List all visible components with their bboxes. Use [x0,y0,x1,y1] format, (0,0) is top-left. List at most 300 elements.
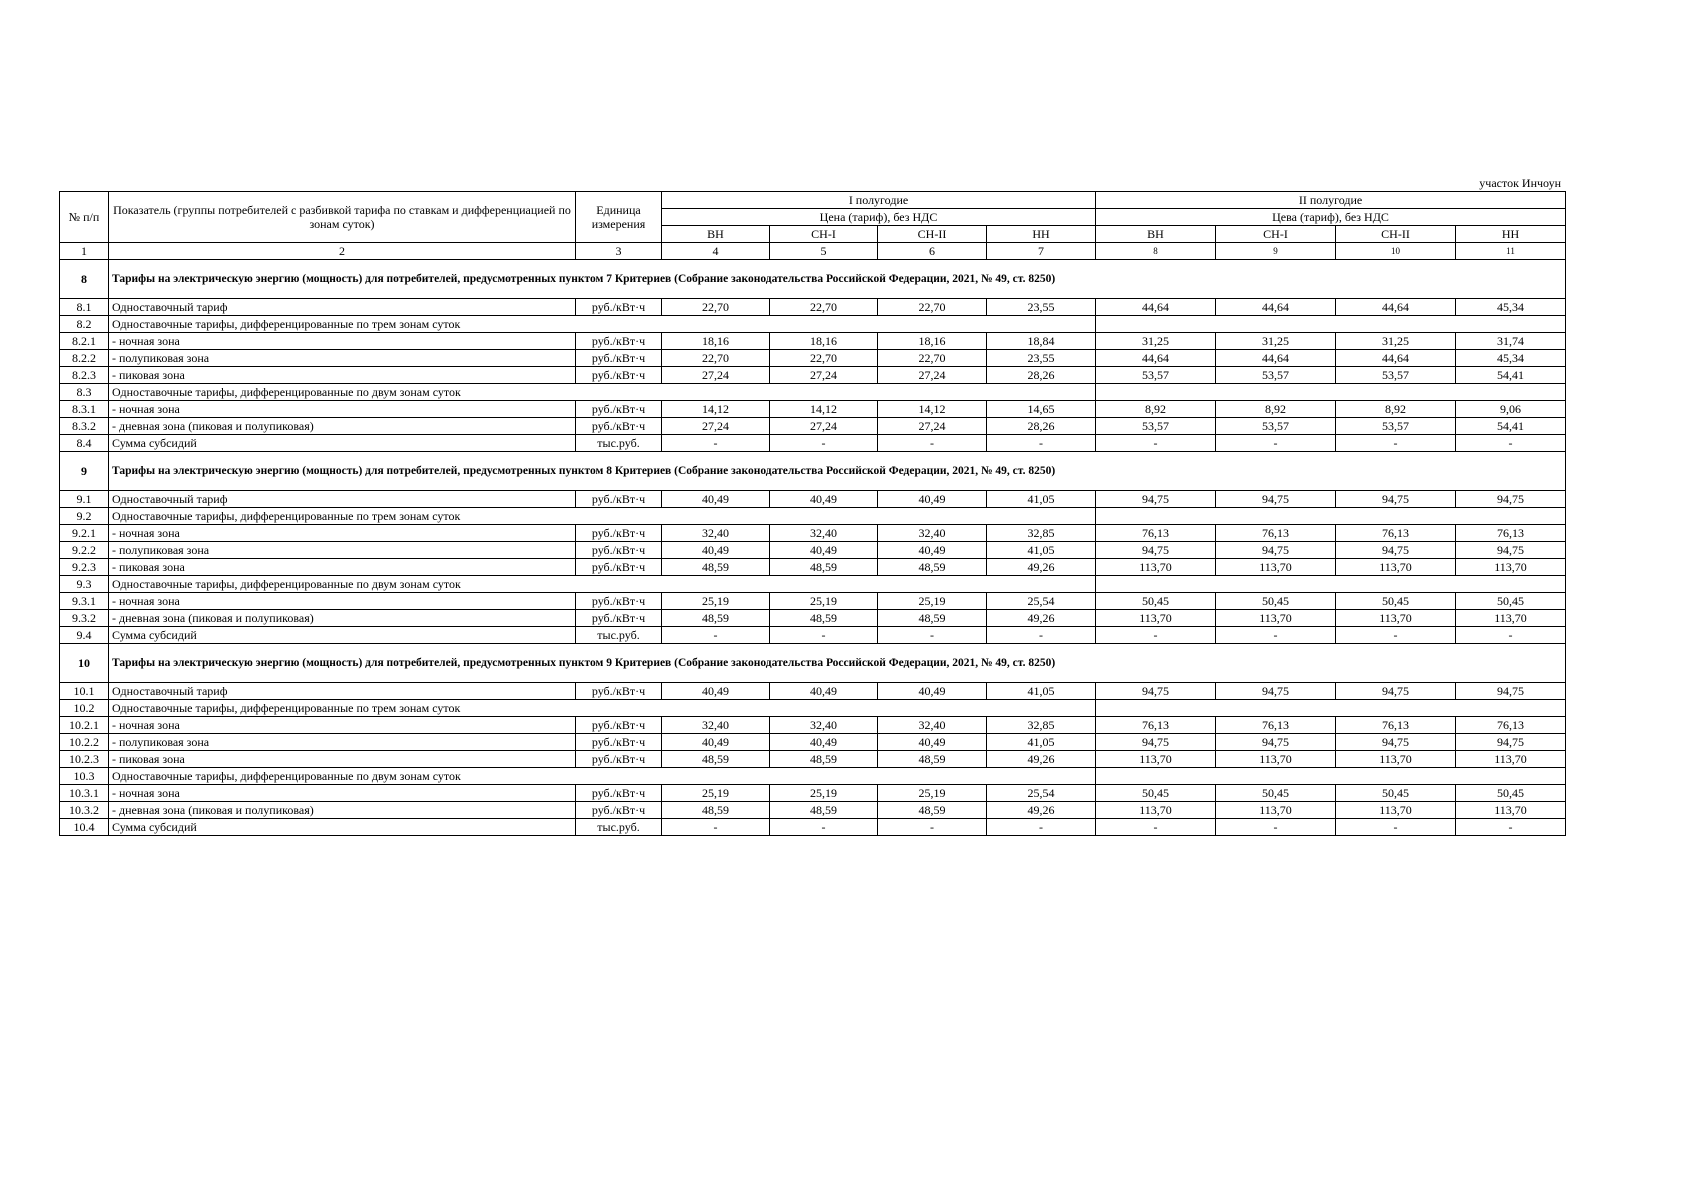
table-row [60,299,1566,316]
row-name: Одноставочные тарифы, дифференцированные по двум зонам суток [109,768,1096,785]
table-row [60,819,1566,836]
table-row [60,627,1566,644]
row-name: Сумма субсидий [109,819,576,836]
tariff-value: 27,24 [770,418,878,435]
tariff-value: 48,59 [662,802,770,819]
tariff-value: - [770,627,878,644]
tariff-value: 14,65 [987,401,1096,418]
tariff-value: 25,54 [987,593,1096,610]
tariff-value: 94,75 [1336,734,1456,751]
section-number: 10 [60,644,109,683]
row-number: 10.3 [60,768,109,785]
section-title: Тарифы на электрическую энергию (мощность) для потребителей, предусмотренных пунктом 7 Критериев (Собрание законодательства Российской Федерации, 2021, № 49, ст. 8250) [109,260,1566,299]
section-number: 8 [60,260,109,299]
tariff-value: 48,59 [878,610,987,627]
row-name: - полупиковая зона [109,542,576,559]
tariff-value: 94,75 [1096,683,1216,700]
tariff-value: 18,16 [662,333,770,350]
tariff-value: 48,59 [770,610,878,627]
tariff-value: - [1096,435,1216,452]
col-number: 5 [770,243,878,260]
tariff-body [60,260,1566,836]
row-name: - пиковая зона [109,367,576,384]
row-unit: руб./кВт·ч [576,734,662,751]
tariff-value: 113,70 [1336,610,1456,627]
section-row [60,260,1566,299]
tariff-value: 40,49 [878,491,987,508]
tariff-value: 40,49 [662,491,770,508]
row-unit: руб./кВт·ч [576,802,662,819]
header-level: СН-I [770,226,878,243]
row-name: - дневная зона (пиковая и полупиковая) [109,610,576,627]
tariff-value: 50,45 [1096,785,1216,802]
tariff-value: 25,19 [878,593,987,610]
tariff-value: 113,70 [1336,751,1456,768]
tariff-value: 32,40 [662,717,770,734]
row-name: Одноставочные тарифы, дифференцированные по трем зонам суток [109,700,1096,717]
row-unit: руб./кВт·ч [576,751,662,768]
tariff-value: - [1336,435,1456,452]
row-number: 10.3.1 [60,785,109,802]
tariff-value: 32,40 [662,525,770,542]
tariff-value: 44,64 [1096,299,1216,316]
tariff-value: 32,85 [987,525,1096,542]
tariff-value: 40,49 [770,491,878,508]
tariff-value: 49,26 [987,751,1096,768]
tariff-value: - [770,819,878,836]
tariff-value: 113,70 [1096,802,1216,819]
tariff-value: 40,49 [770,734,878,751]
tariff-value: 25,19 [662,593,770,610]
tariff-value: 49,26 [987,559,1096,576]
empty-cell [1096,384,1566,401]
row-unit: руб./кВт·ч [576,717,662,734]
tariff-value: - [1336,627,1456,644]
tariff-value: 14,12 [662,401,770,418]
group-row [60,384,1566,401]
tariff-value: - [1336,819,1456,836]
header-level: СН-I [1216,226,1336,243]
row-name: - ночная зона [109,593,576,610]
header-unit: Единица измерения [576,192,662,243]
table-row [60,401,1566,418]
row-unit: руб./кВт·ч [576,610,662,627]
tariff-value: 40,49 [878,734,987,751]
tariff-value: 25,54 [987,785,1096,802]
table-row [60,734,1566,751]
tariff-value: 94,75 [1336,542,1456,559]
tariff-value: 31,74 [1456,333,1566,350]
row-unit: руб./кВт·ч [576,350,662,367]
header-level: СН-II [878,226,987,243]
row-unit: тыс.руб. [576,819,662,836]
tariff-value: 32,40 [878,717,987,734]
tariff-value: 41,05 [987,491,1096,508]
tariff-value: 113,70 [1456,610,1566,627]
tariff-value: 54,41 [1456,367,1566,384]
tariff-value: 22,70 [770,350,878,367]
tariff-value: 8,92 [1216,401,1336,418]
col-number: 8 [1096,243,1216,260]
tariff-value: 23,55 [987,299,1096,316]
table-row [60,802,1566,819]
table-row [60,785,1566,802]
tariff-value: 28,26 [987,367,1096,384]
row-number: 10.4 [60,819,109,836]
row-number: 9.3 [60,576,109,593]
section-row [60,452,1566,491]
tariff-value: 41,05 [987,683,1096,700]
row-name: - полупиковая зона [109,734,576,751]
site-label: участок Инчоун [1479,176,1561,190]
header-num: № п/п [60,192,109,243]
tariff-value: 48,59 [662,751,770,768]
tariff-value: 113,70 [1216,559,1336,576]
row-unit: руб./кВт·ч [576,683,662,700]
tariff-value: 25,19 [662,785,770,802]
tariff-value: 48,59 [770,802,878,819]
tariff-value: 94,75 [1216,734,1336,751]
tariff-value: 50,45 [1216,593,1336,610]
tariff-value: 31,25 [1216,333,1336,350]
col-number: 4 [662,243,770,260]
row-unit: руб./кВт·ч [576,542,662,559]
table-row [60,717,1566,734]
tariff-value: 40,49 [770,683,878,700]
row-unit: руб./кВт·ч [576,367,662,384]
row-unit: руб./кВт·ч [576,491,662,508]
row-name: - полупиковая зона [109,350,576,367]
tariff-value: 76,13 [1216,717,1336,734]
empty-cell [1096,508,1566,525]
table-row [60,751,1566,768]
tariff-value: 49,26 [987,610,1096,627]
tariff-value: 22,70 [878,350,987,367]
tariff-value: 45,34 [1456,350,1566,367]
row-number: 9.4 [60,627,109,644]
tariff-value: 49,26 [987,802,1096,819]
tariff-value: 40,49 [662,542,770,559]
row-number: 10.3.2 [60,802,109,819]
tariff-value: 25,19 [770,593,878,610]
tariff-value: 40,49 [878,683,987,700]
section-number: 9 [60,452,109,491]
row-name: - ночная зона [109,333,576,350]
row-number: 8.4 [60,435,109,452]
row-name: Одноставочный тариф [109,683,576,700]
tariff-value: - [987,627,1096,644]
row-unit: тыс.руб. [576,627,662,644]
tariff-value: 40,49 [878,542,987,559]
row-unit: руб./кВт·ч [576,333,662,350]
tariff-value: 113,70 [1456,802,1566,819]
tariff-value: 31,25 [1336,333,1456,350]
row-unit: руб./кВт·ч [576,401,662,418]
tariff-value: - [1456,819,1566,836]
tariff-value: 50,45 [1336,785,1456,802]
tariff-value: 44,64 [1216,350,1336,367]
row-number: 8.3.1 [60,401,109,418]
tariff-value: 48,59 [770,751,878,768]
tariff-value: 41,05 [987,734,1096,751]
tariff-value: - [770,435,878,452]
tariff-value: 23,55 [987,350,1096,367]
row-number: 9.3.1 [60,593,109,610]
tariff-value: 22,70 [662,299,770,316]
tariff-value: 76,13 [1096,717,1216,734]
row-name: Сумма субсидий [109,627,576,644]
col-number: 10 [1336,243,1456,260]
tariff-value: 113,70 [1216,751,1336,768]
row-number: 9.2.1 [60,525,109,542]
table-row [60,683,1566,700]
row-name: Одноставочные тарифы, дифференцированные по трем зонам суток [109,316,1096,333]
col-number: 7 [987,243,1096,260]
row-number: 9.3.2 [60,610,109,627]
tariff-value: 48,59 [662,610,770,627]
table-row [60,350,1566,367]
tariff-table [59,191,1566,836]
table-row [60,333,1566,350]
tariff-value: - [878,819,987,836]
tariff-value: 32,85 [987,717,1096,734]
tariff-value: 94,75 [1456,734,1566,751]
tariff-value: 50,45 [1456,593,1566,610]
row-unit: руб./кВт·ч [576,559,662,576]
row-number: 8.2.3 [60,367,109,384]
row-name: Одноставочный тариф [109,491,576,508]
tariff-value: - [1216,819,1336,836]
row-number: 10.2.2 [60,734,109,751]
row-name: Одноставочный тариф [109,299,576,316]
tariff-value: 9,06 [1456,401,1566,418]
row-name: Одноставочные тарифы, дифференцированные по двум зонам суток [109,576,1096,593]
tariff-value: 27,24 [662,367,770,384]
empty-cell [1096,576,1566,593]
tariff-value: 53,57 [1096,367,1216,384]
table-row [60,491,1566,508]
row-name: - ночная зона [109,785,576,802]
row-number: 10.2 [60,700,109,717]
tariff-value: 53,57 [1336,418,1456,435]
tariff-value: - [878,435,987,452]
header-level: ВН [662,226,770,243]
tariff-value: 50,45 [1216,785,1336,802]
col-number: 6 [878,243,987,260]
tariff-value: 113,70 [1216,802,1336,819]
tariff-value: 94,75 [1096,734,1216,751]
group-row [60,508,1566,525]
tariff-value: 50,45 [1096,593,1216,610]
tariff-value: 76,13 [1336,525,1456,542]
tariff-value: 113,70 [1336,559,1456,576]
tariff-value: - [878,627,987,644]
tariff-value: 18,16 [878,333,987,350]
header-level: ВН [1096,226,1216,243]
tariff-value: 113,70 [1216,610,1336,627]
tariff-value: 32,40 [770,525,878,542]
row-name: - пиковая зона [109,559,576,576]
tariff-value: 28,26 [987,418,1096,435]
group-row [60,576,1566,593]
tariff-value: 44,64 [1096,350,1216,367]
group-row [60,316,1566,333]
tariff-value: - [1456,627,1566,644]
tariff-value: - [662,819,770,836]
tariff-value: 8,92 [1336,401,1456,418]
tariff-value: 94,75 [1456,542,1566,559]
tariff-value: - [662,627,770,644]
row-number: 10.2.3 [60,751,109,768]
row-name: - ночная зона [109,525,576,542]
row-number: 8.3 [60,384,109,401]
tariff-value: 94,75 [1216,491,1336,508]
row-unit: руб./кВт·ч [576,785,662,802]
empty-cell [1096,700,1566,717]
tariff-value: 32,40 [878,525,987,542]
tariff-value: 48,59 [662,559,770,576]
col-number: 11 [1456,243,1566,260]
row-number: 8.2.2 [60,350,109,367]
tariff-value: 76,13 [1096,525,1216,542]
empty-cell [1096,316,1566,333]
table-row [60,525,1566,542]
row-number: 8.2.1 [60,333,109,350]
table-row [60,593,1566,610]
header-half2: II полугодие [1096,192,1566,209]
row-name: - ночная зона [109,401,576,418]
tariff-value: 54,41 [1456,418,1566,435]
tariff-value: 40,49 [770,542,878,559]
tariff-value: 113,70 [1336,802,1456,819]
col-number: 1 [60,243,109,260]
row-unit: руб./кВт·ч [576,525,662,542]
tariff-value: 32,40 [770,717,878,734]
row-name: Одноставочные тарифы, дифференцированные по двум зонам суток [109,384,1096,401]
table-row [60,367,1566,384]
tariff-value: 18,16 [770,333,878,350]
row-unit: руб./кВт·ч [576,418,662,435]
table-row [60,610,1566,627]
tariff-value: - [1096,819,1216,836]
tariff-value: 48,59 [878,802,987,819]
tariff-value: 76,13 [1456,717,1566,734]
header-level: НН [1456,226,1566,243]
row-name: - дневная зона (пиковая и полупиковая) [109,802,576,819]
tariff-value: - [1456,435,1566,452]
section-row [60,644,1566,683]
row-number: 9.2 [60,508,109,525]
tariff-value: 45,34 [1456,299,1566,316]
tariff-value: 14,12 [878,401,987,418]
tariff-value: 48,59 [770,559,878,576]
tariff-value: 53,57 [1336,367,1456,384]
tariff-value: - [662,435,770,452]
section-title: Тарифы на электрическую энергию (мощность) для потребителей, предусмотренных пунктом 9 Критериев (Собрание законодательства Российской Федерации, 2021, № 49, ст. 8250) [109,644,1566,683]
group-row [60,768,1566,785]
tariff-value: 27,24 [878,418,987,435]
tariff-value: 113,70 [1096,751,1216,768]
tariff-value: 50,45 [1336,593,1456,610]
tariff-value: - [1216,627,1336,644]
tariff-value: 53,57 [1216,418,1336,435]
tariff-value: 44,64 [1336,350,1456,367]
tariff-value: 48,59 [878,751,987,768]
tariff-value: 27,24 [662,418,770,435]
tariff-value: 22,70 [878,299,987,316]
tariff-value: 41,05 [987,542,1096,559]
row-number: 9.1 [60,491,109,508]
tariff-value: 48,59 [878,559,987,576]
tariff-value: 44,64 [1336,299,1456,316]
row-number: 8.3.2 [60,418,109,435]
tariff-value: 18,84 [987,333,1096,350]
section-title: Тарифы на электрическую энергию (мощность) для потребителей, предусмотренных пунктом 8 Критериев (Собрание законодательства Российской Федерации, 2021, № 49, ст. 8250) [109,452,1566,491]
empty-cell [1096,768,1566,785]
tariff-value: 50,45 [1456,785,1566,802]
tariff-value: 53,57 [1216,367,1336,384]
row-number: 10.1 [60,683,109,700]
tariff-value: 25,19 [770,785,878,802]
table-row [60,542,1566,559]
tariff-value: 22,70 [770,299,878,316]
tariff-value: 8,92 [1096,401,1216,418]
tariff-value: 31,25 [1096,333,1216,350]
group-row [60,700,1566,717]
tariff-value: 44,64 [1216,299,1336,316]
tariff-value: 94,75 [1336,683,1456,700]
row-number: 9.2.3 [60,559,109,576]
tariff-value: 14,12 [770,401,878,418]
tariff-value: - [1096,627,1216,644]
tariff-value: 76,13 [1456,525,1566,542]
tariff-value: 22,70 [662,350,770,367]
tariff-value: 76,13 [1336,717,1456,734]
header-level: СН-II [1336,226,1456,243]
header-price1: Цена (тариф), без НДС [662,209,1096,226]
row-unit: руб./кВт·ч [576,593,662,610]
tariff-value: 94,75 [1456,491,1566,508]
row-name: - дневная зона (пиковая и полупиковая) [109,418,576,435]
table-row [60,559,1566,576]
header-indicator: Показатель (группы потребителей с разбивкой тарифа по ставкам и дифференциацией по зонам суток) [109,192,576,243]
row-number: 8.1 [60,299,109,316]
row-unit: тыс.руб. [576,435,662,452]
col-number: 3 [576,243,662,260]
tariff-value: 94,75 [1216,683,1336,700]
tariff-value: 94,75 [1096,491,1216,508]
table-row [60,418,1566,435]
row-name: - ночная зона [109,717,576,734]
tariff-value: - [1216,435,1336,452]
header-level: НН [987,226,1096,243]
tariff-value: 25,19 [878,785,987,802]
tariff-value: - [987,435,1096,452]
tariff-value: 94,75 [1216,542,1336,559]
table-row [60,435,1566,452]
tariff-value: 113,70 [1456,559,1566,576]
tariff-value: 76,13 [1216,525,1336,542]
row-unit: руб./кВт·ч [576,299,662,316]
tariff-value: 94,75 [1336,491,1456,508]
tariff-value: 94,75 [1096,542,1216,559]
tariff-value: 53,57 [1096,418,1216,435]
header-price2: Цева (тариф), без НДС [1096,209,1566,226]
col-number: 2 [109,243,576,260]
tariff-value: 113,70 [1096,610,1216,627]
row-name: Сумма субсидий [109,435,576,452]
tariff-value: 94,75 [1456,683,1566,700]
